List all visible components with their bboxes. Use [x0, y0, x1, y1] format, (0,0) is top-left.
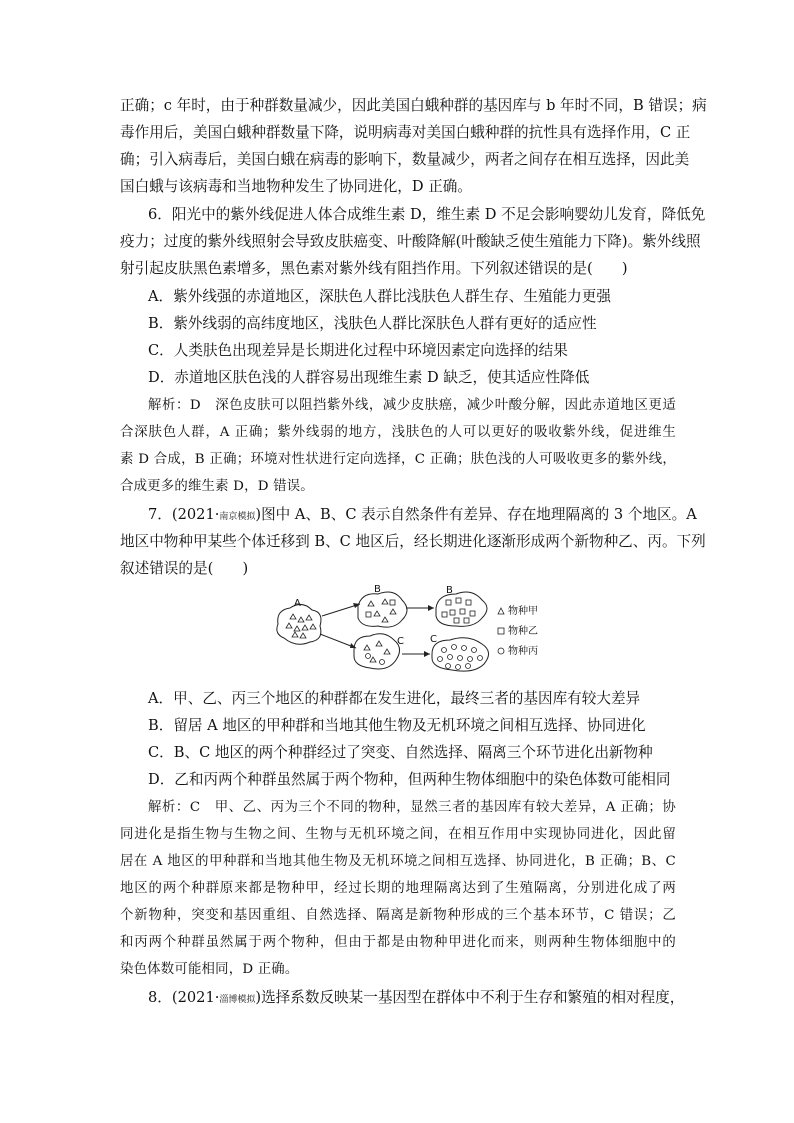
region-b-label: B — [374, 584, 381, 595]
question-7-explanation: 染色体数可能相同，D 正确。 — [120, 962, 299, 977]
question-6-stem: 射引起皮肤黑色素增多，黑色素对紫外线有阻挡作用。下列叙述错误的是( ) — [120, 260, 628, 277]
region-c-evolved-label: C — [430, 634, 437, 645]
question-6-explanation: 合深肤色人群，A 正确；紫外线弱的地方，浅肤色的人可以更好的吸收紫外线，促进维生 — [120, 425, 676, 440]
figure-legend — [498, 604, 538, 657]
question-7-option-d: D．乙和丙两个种群虽然属于两个物种，但两种生物体细胞中的染色体数可能相同 — [148, 771, 671, 788]
question-6-option-d: D．赤道地区肤色浅的人群容易出现维生素 D 缺乏，使其适应性降低 — [148, 369, 590, 386]
text-line: 国白蛾与该病毒和当地物种发生了协同进化，D 正确。 — [120, 178, 472, 195]
question-6-explanation: 素 D 合成，B 正确；环境对性状进行定向选择，C 正确；肤色浅的人可吸收更多的紫外线， — [120, 452, 676, 467]
region-c-blob — [354, 634, 400, 669]
square-icon — [498, 628, 504, 634]
question-7-explanation: 和丙两个种群虽然属于两个物种，但由于都是由物种甲进化而来，则两种生物体细胞中的 — [120, 935, 676, 950]
question-7-explanation: 地区的两个种群原来都是物种甲，经过长期的地理隔离达到了生殖隔离，分别进化成了两 — [120, 881, 676, 896]
region-c-label: C — [397, 636, 404, 647]
speciation-diagram — [270, 584, 570, 676]
question-7-stem: 叙述错误的是( ) — [120, 560, 249, 577]
question-7-option-a: A．甲、乙、丙三个地区的种群都在发生进化，最终三者的基因库有较大差异 — [148, 690, 641, 707]
svg-text:物种甲: 物种甲 — [508, 606, 538, 617]
question-6-explanation: 合成更多的维生素 D，D 错误。 — [120, 479, 314, 494]
question-6-explanation: 解析：D 深色皮肤可以阻挡紫外线，减少皮肤癌，减少叶酸分解，因此赤道地区更适 — [148, 398, 676, 413]
question-6-option-c: C．人类肤色出现差异是长期进化过程中环境因素定向选择的结果 — [148, 342, 568, 359]
region-a-blob — [277, 604, 321, 644]
question-6-stem: 疫力；过度的紫外线照射会导致皮肤癌变、叶酸降解(叶酸缺乏使生殖能力下降)。紫外线照 — [120, 233, 701, 250]
region-b-evolved-label: B — [446, 585, 453, 596]
circle-icon — [498, 648, 504, 654]
question-8-stem: 8．(2021·淄博模拟)选择系数反映某一基因型在群体中不利于生存和繁殖的相对程度， — [148, 989, 685, 1006]
text-line: 确；引入病毒后，美国白蛾在病毒的影响下，数量减少，两者之间存在相互选择，因此美 — [120, 151, 690, 168]
question-7-stem: 地区中物种甲某些个体迁移到 B、C 地区后，经长期进化逐渐形成两个新物种乙、丙。下列 — [120, 533, 706, 550]
question-7-explanation: 解析：C 甲、乙、丙为三个不同的物种，显然三者的基因库有较大差异，A 正确；协 — [148, 800, 676, 815]
question-7-option-b: B．留居 A 地区的甲种群和当地其他生物及无机环境之间相互选择、协同进化 — [148, 717, 646, 734]
svg-text:物种乙: 物种乙 — [508, 626, 538, 637]
species-yi-cluster — [442, 598, 475, 623]
text-line: 毒作用后，美国白蛾种群数量下降，说明病毒对美国白蛾种群的抗性具有选择作用，C 正 — [120, 124, 691, 141]
species-bing-cluster — [438, 645, 483, 670]
question-7-explanation: 同进化是指生物与生物之间、生物与无机环境之间，在相互作用中实现协同进化，因此留 — [120, 827, 676, 842]
question-7-option-c: C．B、C 地区的两个种群经过了突变、自然选择、隔离三个环节进化出新物种 — [148, 744, 653, 761]
question-6-option-a: A．紫外线强的赤道地区，深肤色人群比浅肤色人群生存、生殖能力更强 — [148, 288, 611, 305]
question-7-explanation: 居在 A 地区的甲种群和当地其他生物及无机环境之间相互选择、协同进化，B 正确；B、C — [120, 854, 676, 869]
question-6-stem: 6．阳光中的紫外线促进人体合成维生素 D，维生素 D 不足会影响婴幼儿发育，降低免 — [148, 206, 706, 223]
region-a-label: A — [294, 598, 301, 609]
svg-text:物种丙: 物种丙 — [508, 646, 538, 657]
triangle-icon — [498, 608, 504, 614]
text-line: 正确；c 年时，由于种群数量减少，因此美国白蛾种群的基因库与 b 年时不同，B 错误；病 — [120, 97, 707, 114]
question-7-explanation: 个新物种，突变和基因重组、自然选择、隔离是新物种形成的三个基本环节，C 错误；乙 — [120, 908, 676, 923]
species-jia-cluster — [286, 614, 316, 638]
question-7-stem: 7．(2021·南京模拟)图中 A、B、C 表示自然条件有差异、存在地理隔离的 3 个地区。A — [148, 506, 697, 523]
question-6-option-b: B．紫外线弱的高纬度地区，浅肤色人群比深肤色人群有更好的适应性 — [148, 315, 597, 332]
